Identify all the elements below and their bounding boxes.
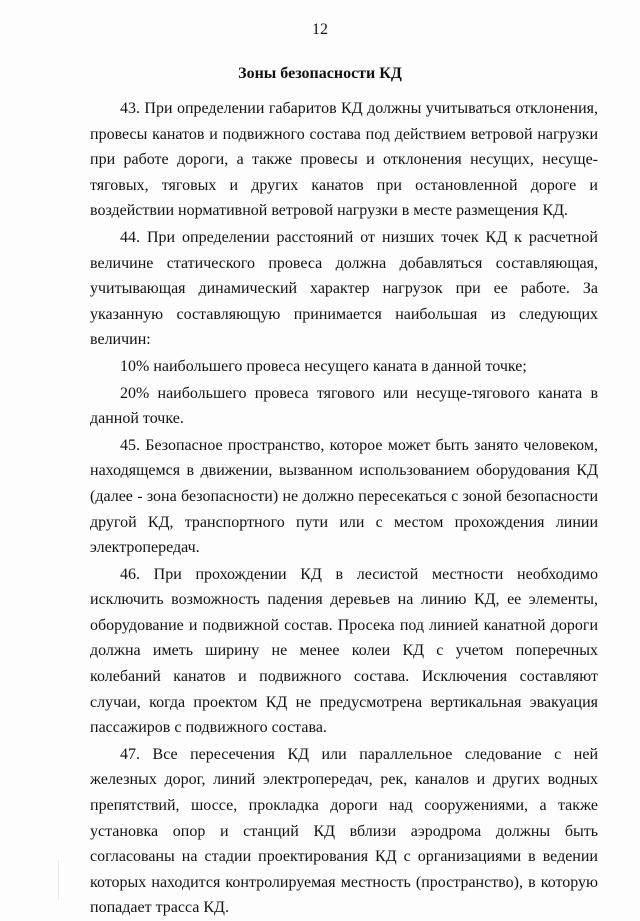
paragraph-45: 45. Безопасное пространство, которое может быть занято человеком, находящемся в движении, вызванном использованием оборудования КД (далее - зона безопасности) не должно пересекаться с зоной безопасности другой КД, транспортного пути или с местом прохождения линии электропередач. <box>90 436 598 557</box>
paragraph-44: 44. При определении расстояний от низших точек КД к расчетной величине статического провеса должна добавляться составляющая, учитывающая динамический характер нагрузок при ее работе. За указанную составляющую принимается наибольшая из следующих величин: <box>90 228 598 349</box>
paragraph-43: 43. При определении габаритов КД должны учитываться отклонения, провесы канатов и подвижного состава под действием ветровой нагрузки при работе дороги, а также провесы и отклонения несущих, несуще-тяговых, тяговых и других канатов при остановленной дороге и воздействии нормативной ветровой нагрузки в месте размещения КД. <box>90 100 598 220</box>
scan-margin-line <box>58 860 59 900</box>
section-title: Зоны безопасности КД <box>238 65 402 82</box>
paragraph-44-item-2: 20% наибольшего провеса тягового или несуще-тягового каната в данной точке. <box>90 384 598 428</box>
paragraph-46: 46. При прохождении КД в лесистой местности необходимо исключить возможность падения деревьев на линию КД, ее элементы, оборудование и подвижной состав. Просека под линией канатной дороги должна иметь ширину не менее колеи КД с учетом поперечных колебаний канатов и подвижного состава. Исключения составляют случаи, когда проектом КД не предусмотрена вертикальная эвакуация пассажиров с подвижного состава. <box>90 565 598 737</box>
page-number: 12 <box>312 21 328 38</box>
paragraph-47: 47. Все пересечения КД или параллельное следование с ней железных дорог, линий электропередач, рек, каналов и других водных препятствий, шоссе, прокладка дороги над сооружениями, а также установка опор и станций КД вблизи аэродрома должны быть согласованы на стадии проектирования КД с организациями в ведении которых находится контролируемая местность (пространство), в которую попадает трасса КД. <box>90 745 598 917</box>
paragraph-44-item-1: 10% наибольшего провеса несущего каната в данной точке; <box>120 357 527 375</box>
document-body <box>90 96 598 921</box>
